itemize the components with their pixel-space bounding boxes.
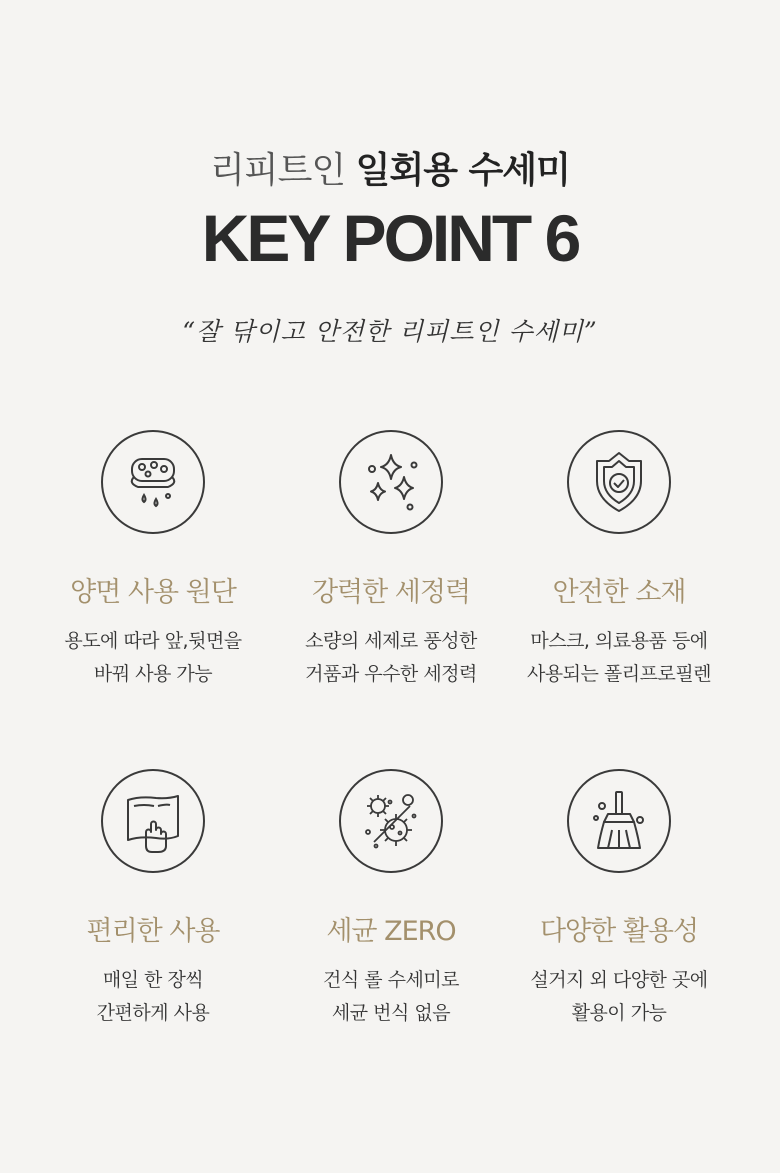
germ-icon xyxy=(339,769,443,873)
feature-desc-line: 세균 번식 없음 xyxy=(331,1002,451,1024)
feature-item-1 xyxy=(38,430,268,691)
feature-title: 강력한 세정력 xyxy=(311,577,471,608)
feature-desc-line: 활용이 가능 xyxy=(571,1002,667,1024)
feature-desc-line: 거품과 우수한 세정력 xyxy=(305,663,477,685)
shield-check-icon xyxy=(567,430,671,534)
feature-title: 안전한 소재 xyxy=(552,577,686,608)
subtitle-brand: 리피트인 xyxy=(210,150,346,191)
feature-desc-line: 바꿔 사용 가능 xyxy=(93,663,213,685)
feature-title: 다양한 활용성 xyxy=(539,916,699,947)
feature-item-3 xyxy=(504,430,734,691)
feature-description xyxy=(38,625,268,691)
broom-icon xyxy=(567,769,671,873)
feature-item-6 xyxy=(504,769,734,1030)
feature-desc-line: 사용되는 폴리프로필렌 xyxy=(526,663,712,685)
feature-description xyxy=(504,625,734,691)
feature-desc-line: 마스크, 의료용품 등에 xyxy=(530,630,708,652)
feature-title: 편리한 사용 xyxy=(86,916,220,947)
feature-item-5 xyxy=(276,769,506,1030)
feature-desc-line: 용도에 따라 앞,뒷면을 xyxy=(64,630,242,652)
sponge-icon xyxy=(101,430,205,534)
feature-desc-line: 건식 롤 수세미로 xyxy=(322,969,460,991)
feature-title: 세균 ZERO xyxy=(326,916,456,947)
feature-item-2 xyxy=(276,430,506,691)
feature-description xyxy=(38,964,268,1030)
feature-desc-line: 간편하게 사용 xyxy=(96,1002,210,1024)
feature-title: 양면 사용 원단 xyxy=(70,577,236,608)
page-title: KEY POINT 6 xyxy=(201,201,579,275)
feature-description xyxy=(504,964,734,1030)
feature-description xyxy=(276,625,506,691)
feature-desc-line: 매일 한 장씩 xyxy=(102,969,204,991)
feature-description xyxy=(276,964,506,1030)
tagline-quote: “잘 닦이고 안전한 리피트인 수세미” xyxy=(182,317,598,346)
subtitle-product: 일회용 수세미 xyxy=(355,150,570,191)
sparkle-icon xyxy=(339,430,443,534)
feature-item-4 xyxy=(38,769,268,1030)
feature-desc-line: 설거지 외 다양한 곳에 xyxy=(530,969,708,991)
feature-desc-line: 소량의 세제로 풍성한 xyxy=(305,630,477,652)
hand-cloth-icon xyxy=(101,769,205,873)
